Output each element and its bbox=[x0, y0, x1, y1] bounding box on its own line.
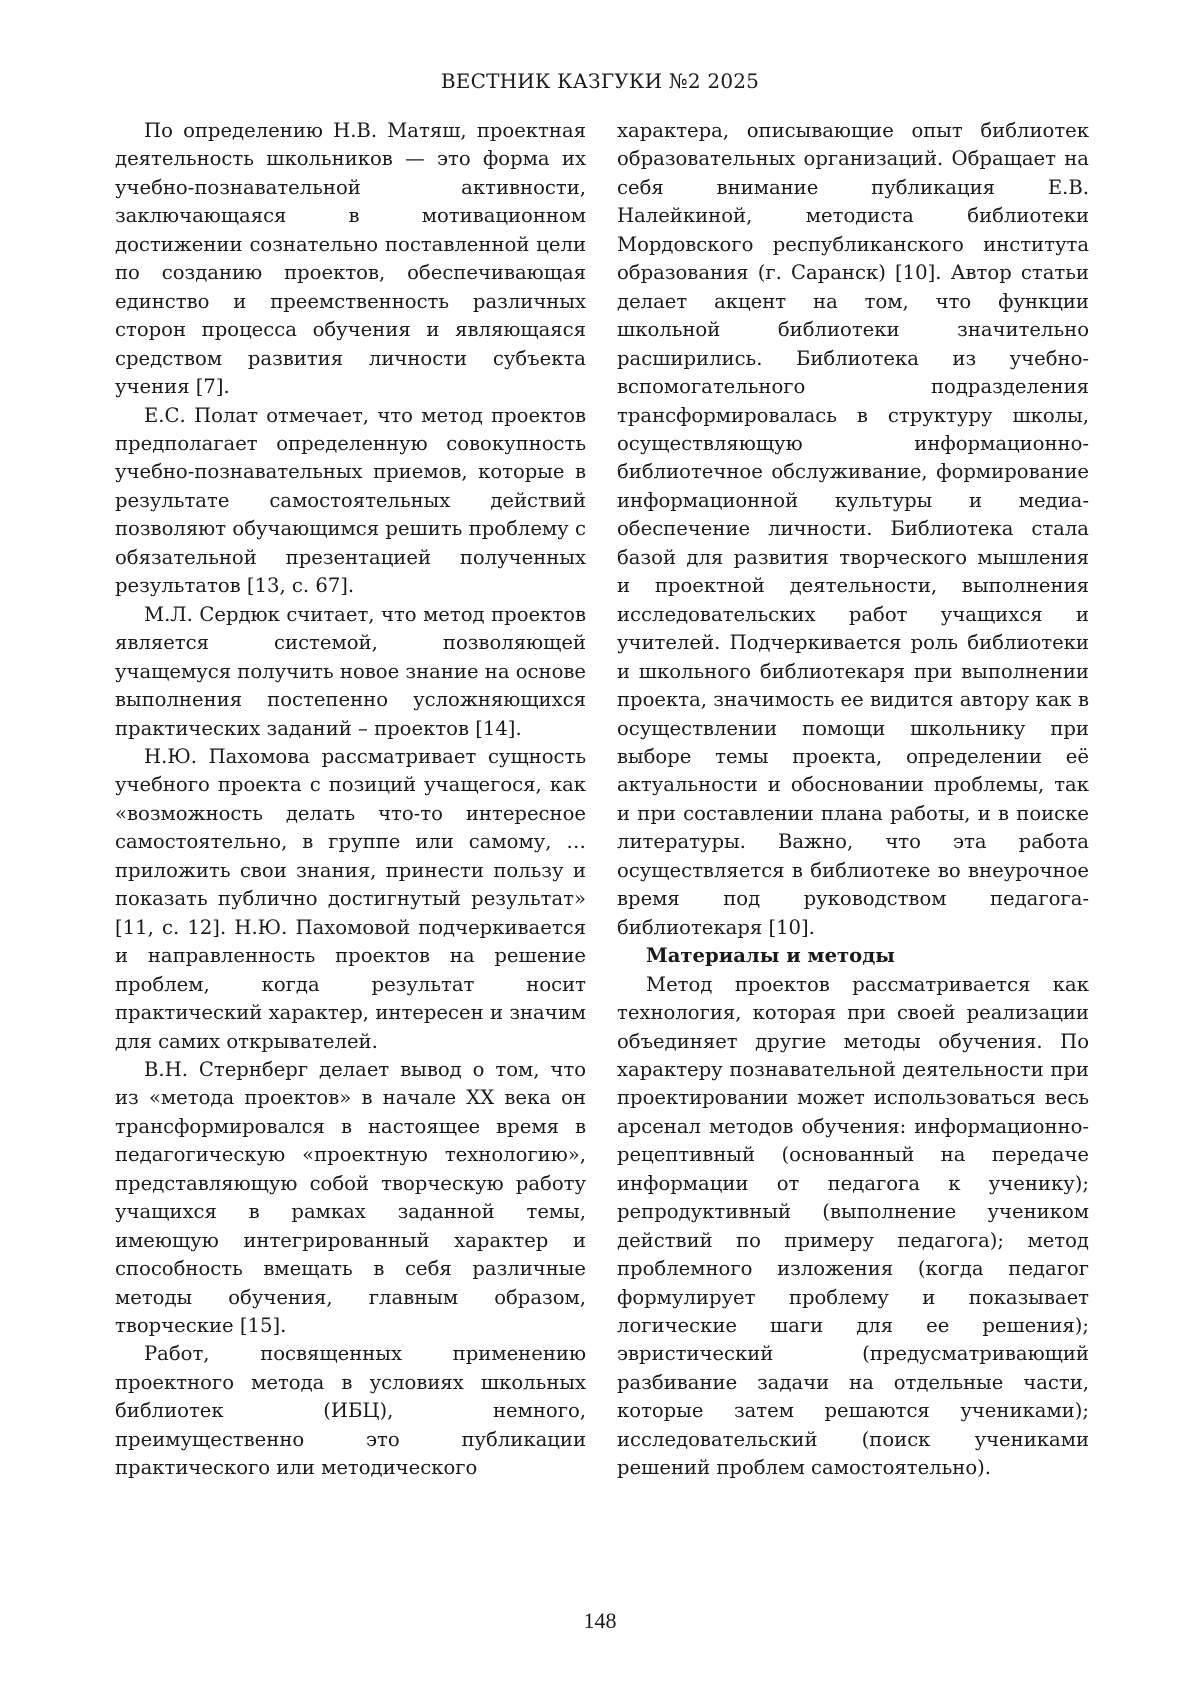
paragraph-polat: Е.С. Полат отмечает, что метод проектов предполагает определенную совокупность учебно-познавательных приемов, которые в результате самостоятельных действий позволяют обучающимся решить проблему с обязательной презентацией полученных результатов [13, с. 67]. bbox=[115, 403, 586, 598]
journal-header: ВЕСТНИК КАЗГУКИ №2 2025 bbox=[440, 69, 760, 93]
paragraph-pakhomova: Н.Ю. Пахомова рассматривает сущность учебного проекта с позиций учащегося, как «возможность делать что-то интересное самостоятельно, в группе или самому, … приложить свои знания, принести пользу и показать публично достигнутый результат» [11, с. 12]. Н.Ю. Пахомовой подчеркивается и направленность проектов на решение проблем, когда результат носит практический характер, интересен и значим для самих открывателей. bbox=[115, 744, 586, 1053]
paragraph-project-method: Метод проектов рассматривается как технология, которая при своей реализации объединяет другие методы обучения. По характеру познавательной деятельности при проектировании может использоваться весь арсенал методов обучения: информационно-рецептивный (основанный на передаче информации от педагога к ученику); репродуктивный (выполнение учеником действий по примеру педагога); метод проблемного изложения (когда педагог формулирует проблему и показывает логические шаги для ее решения); эвристический (предусматривающий разбивание задачи на отдельные части, которые затем решаются учениками); исследовательский (поиск учениками решений проблем самостоятельно). bbox=[617, 972, 1089, 1480]
paragraph-serdyuk: М.Л. Сердюк считает, что метод проектов является системой, позволяющей учащемуся получить новое знание на основе выполнения постепенно усложняющихся практических заданий – проектов [14]. bbox=[115, 602, 586, 740]
paragraph-school-libraries: Работ, посвященных применению проектного метода в условиях школьных библиотек (ИБЦ), немного, преимущественно это публикации практического или методического bbox=[115, 1342, 586, 1480]
section-heading-materials-methods: Материалы и методы bbox=[646, 944, 895, 968]
paragraph-sternberg: В.Н. Стернберг делает вывод о том, что из «метода проектов» в начале XX века он трансформировался в настоящее время в педагогическую «проектную технологию», представляющую собой творческую работу учащихся в рамках заданной темы, имеющую интегрированный характер и способность вмещать в себя различные методы обучения, главным образом, творческие [15]. bbox=[115, 1057, 586, 1338]
page-number: 148 bbox=[583, 1608, 617, 1633]
right-column bbox=[617, 117, 1089, 1483]
paragraph-continuation-naleikina: характера, описывающие опыт библиотек образовательных организаций. Обращает на себя внимание публикация Е.В. Налейкиной, методиста библиотеки Мордовского республиканского института образования (г. Саранск) [10]. Автор статьи делает акцент на том, что функции школьной библиотеки значительно расширились. Библиотека из учебно-вспомогательного подразделения трансформировалась в структуру школы, осуществляющую информационно-библиотечное обслуживание, формирование информационной культуры и медиа-обеспечение личности. Библиотека стала базой для развития творческого мышления и проектной деятельности, выполнения исследовательских работ учащихся и учителей. Подчеркивается роль библиотеки и школьного библиотекаря при выполнении проекта, значимость ее видится автору как в осуществлении помощи школьнику при выборе темы проекта, определении её актуальности и обосновании проблемы, так и при составлении плана работы, и в поиске литературы. Важно, что эта работа осуществляется в библиотеке во внеурочное время под руководством педагога-библиотекаря [10]. bbox=[617, 119, 1089, 939]
left-column bbox=[115, 117, 586, 1483]
paragraph-matyash: По определению Н.В. Матяш, проектная деятельность школьников — это форма их учебно-познавательной активности, заключающаяся в мотивационном достижении сознательно поставленной цели по созданию проектов, обеспечивающая единство и преемственность различных сторон процесса обучения и являющаяся средством развития личности субъекта учения [7]. bbox=[115, 119, 586, 399]
